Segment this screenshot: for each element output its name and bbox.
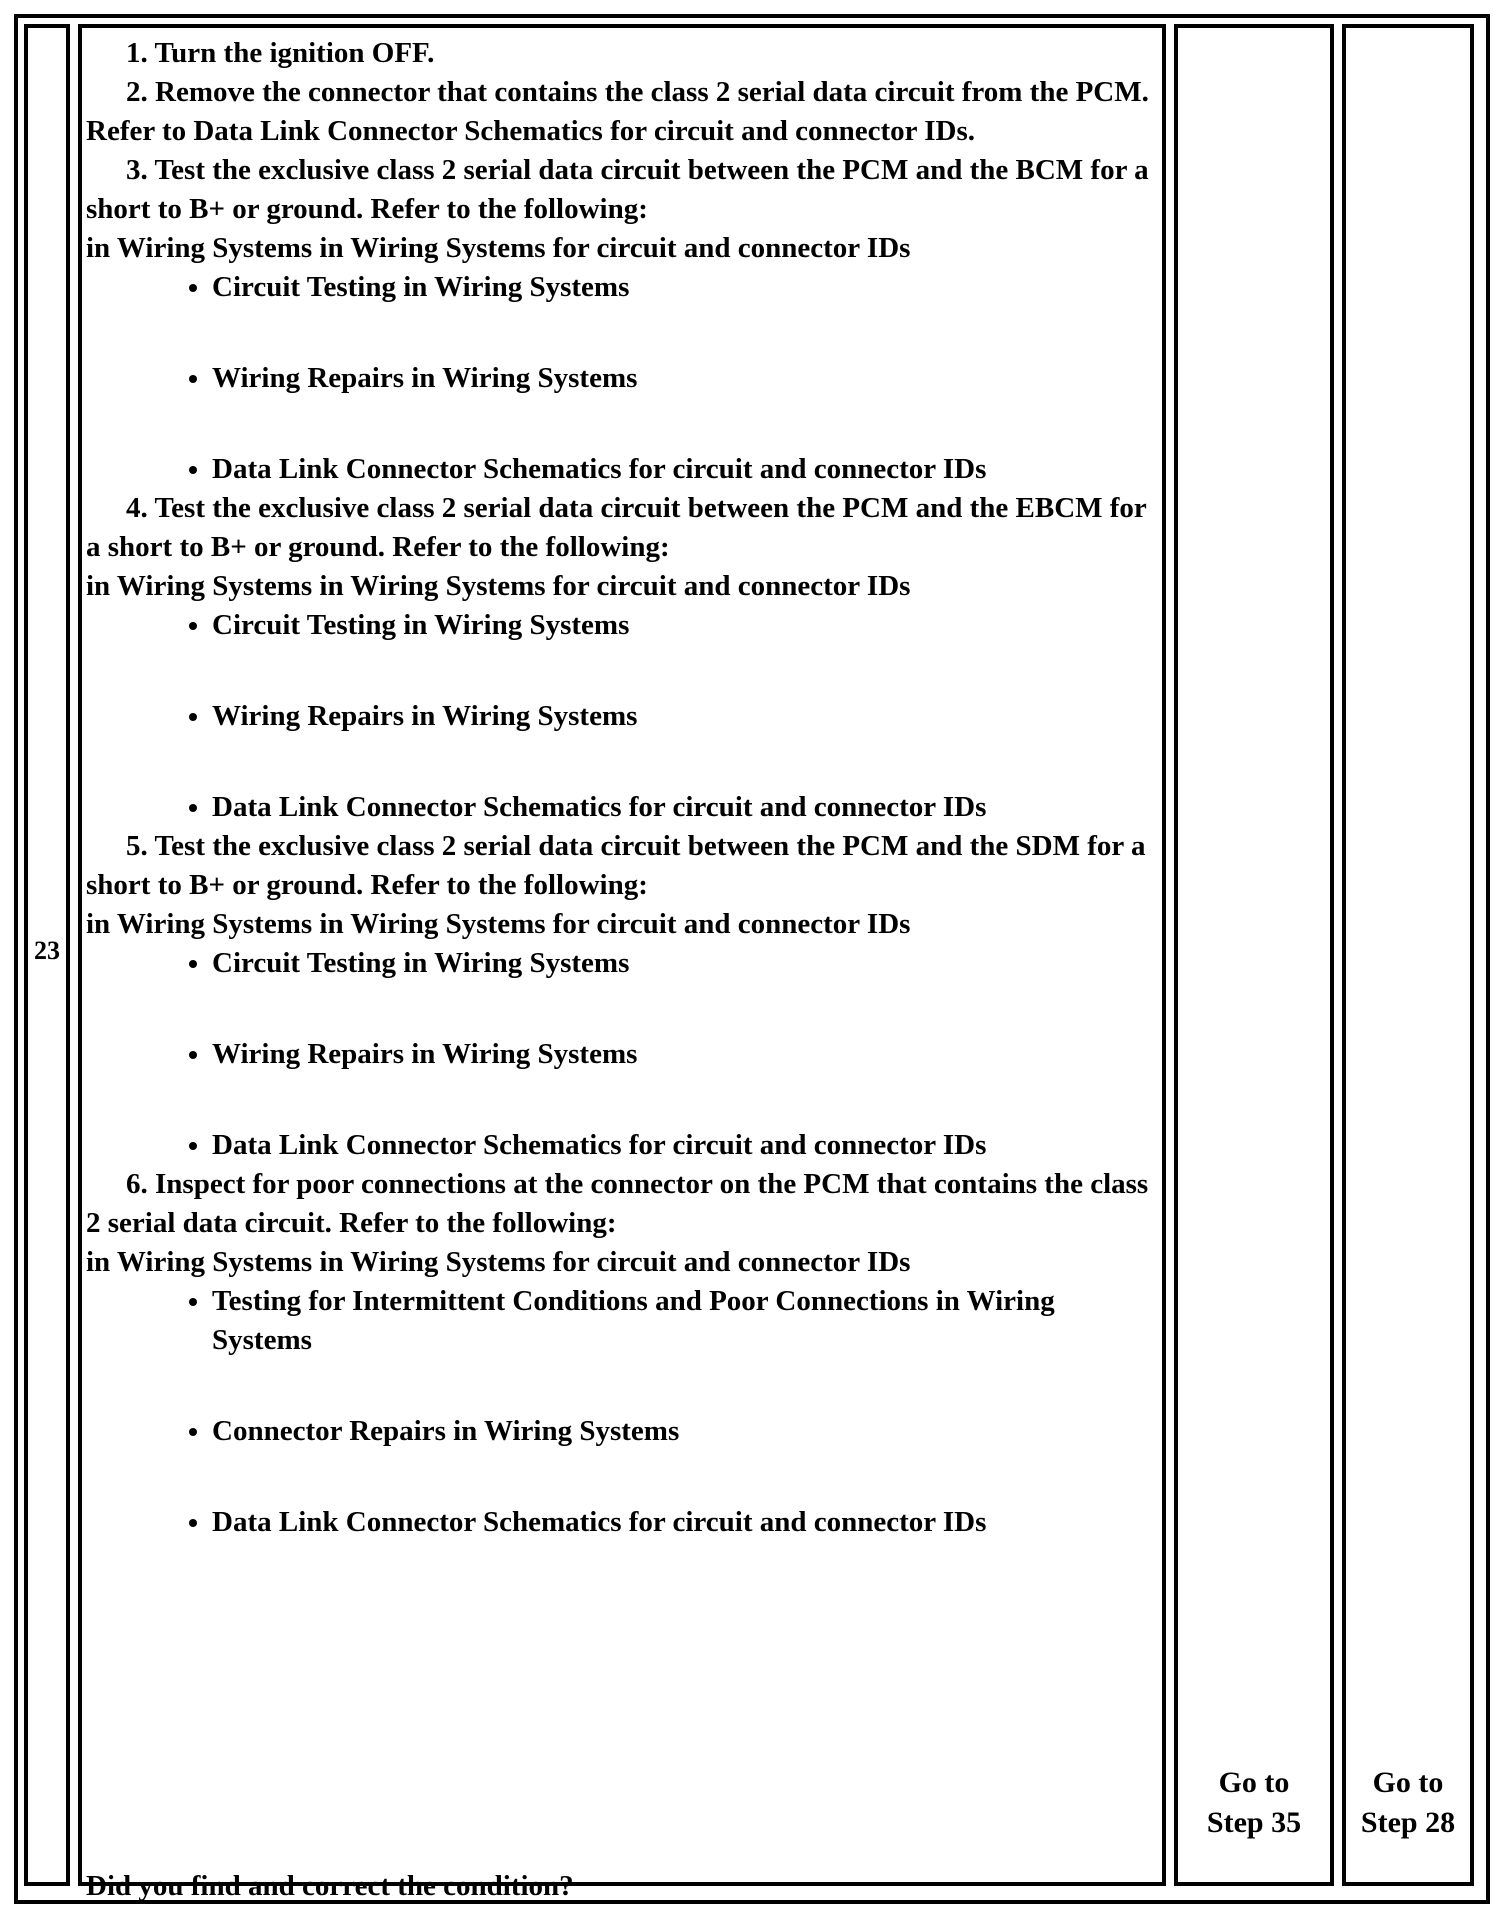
reference-link[interactable]: • Data Link Connector Schematics for circuit and connector IDs: [212, 1126, 1156, 1165]
no-goto[interactable]: [1346, 1763, 1470, 1843]
instruction-list: [86, 34, 1156, 1542]
reference-list: [86, 944, 1156, 1165]
instruction-text: 6. Inspect for poor connections at the connector on the PCM that contains the class 2 serial data circuit. Refer to the following:: [86, 1168, 1149, 1239]
yes-goto-line1: Go to: [1218, 1766, 1290, 1799]
step-number-cell: [24, 24, 70, 1886]
instruction-step: [86, 489, 1156, 827]
question-text: Did you find and correct the condition?: [86, 1870, 574, 1902]
procedure-table: [14, 14, 1490, 1904]
reference-list: [86, 268, 1156, 489]
no-goto-line2: Step 28: [1360, 1806, 1456, 1839]
reference-link[interactable]: • Connector Repairs in Wiring Systems: [212, 1412, 1156, 1451]
reference-note: in Wiring Systems in Wiring Systems for circuit and connector IDs: [86, 570, 911, 602]
reference-link[interactable]: • Wiring Repairs in Wiring Systems: [212, 697, 1156, 736]
instruction-step: [86, 827, 1156, 1165]
yes-goto-line2: Step 35: [1206, 1806, 1302, 1839]
reference-link[interactable]: • Wiring Repairs in Wiring Systems: [212, 1035, 1156, 1074]
instruction-text: 3. Test the exclusive class 2 serial data circuit between the PCM and the BCM for a short to B+ or ground. Refer to the following:: [86, 154, 1149, 225]
reference-link[interactable]: • Circuit Testing in Wiring Systems: [212, 268, 1156, 307]
instruction-step: [86, 151, 1156, 489]
reference-note: in Wiring Systems in Wiring Systems for circuit and connector IDs: [86, 908, 911, 940]
reference-link[interactable]: • Circuit Testing in Wiring Systems: [212, 606, 1156, 645]
yes-goto[interactable]: [1178, 1763, 1330, 1843]
reference-list: [86, 1282, 1156, 1542]
instruction-text: 1. Turn the ignition OFF.: [126, 37, 435, 69]
reference-link[interactable]: • Testing for Intermittent Conditions and Poor Connections in Wiring Systems: [212, 1282, 1156, 1360]
yes-cell: [1174, 24, 1334, 1886]
action-cell: [78, 24, 1166, 1902]
reference-note: in Wiring Systems in Wiring Systems for circuit and connector IDs: [86, 232, 911, 264]
reference-link[interactable]: • Data Link Connector Schematics for circuit and connector IDs: [212, 450, 1156, 489]
reference-link[interactable]: • Wiring Repairs in Wiring Systems: [212, 359, 1156, 398]
no-cell: [1342, 24, 1474, 1886]
instruction-step: [86, 1165, 1156, 1542]
instruction-text: 5. Test the exclusive class 2 serial data circuit between the PCM and the SDM for a short to B+ or ground. Refer to the following:: [86, 830, 1146, 901]
reference-link[interactable]: • Circuit Testing in Wiring Systems: [212, 944, 1156, 983]
instruction-step: [86, 34, 1156, 73]
reference-link[interactable]: • Data Link Connector Schematics for circuit and connector IDs: [212, 788, 1156, 827]
reference-list: [86, 606, 1156, 827]
reference-note: in Wiring Systems in Wiring Systems for circuit and connector IDs: [86, 1246, 911, 1278]
instruction-text: 2. Remove the connector that contains the class 2 serial data circuit from the PCM. Refer to Data Link Connector Schematics for circuit and connector IDs.: [86, 76, 1149, 147]
reference-link[interactable]: • Data Link Connector Schematics for circuit and connector IDs: [212, 1503, 1156, 1542]
instruction-step: [86, 73, 1156, 151]
step-number: 23: [34, 936, 60, 965]
instruction-text: 4. Test the exclusive class 2 serial data circuit between the PCM and the EBCM for a short to B+ or ground. Refer to the following:: [86, 492, 1147, 563]
no-goto-line1: Go to: [1372, 1766, 1444, 1799]
